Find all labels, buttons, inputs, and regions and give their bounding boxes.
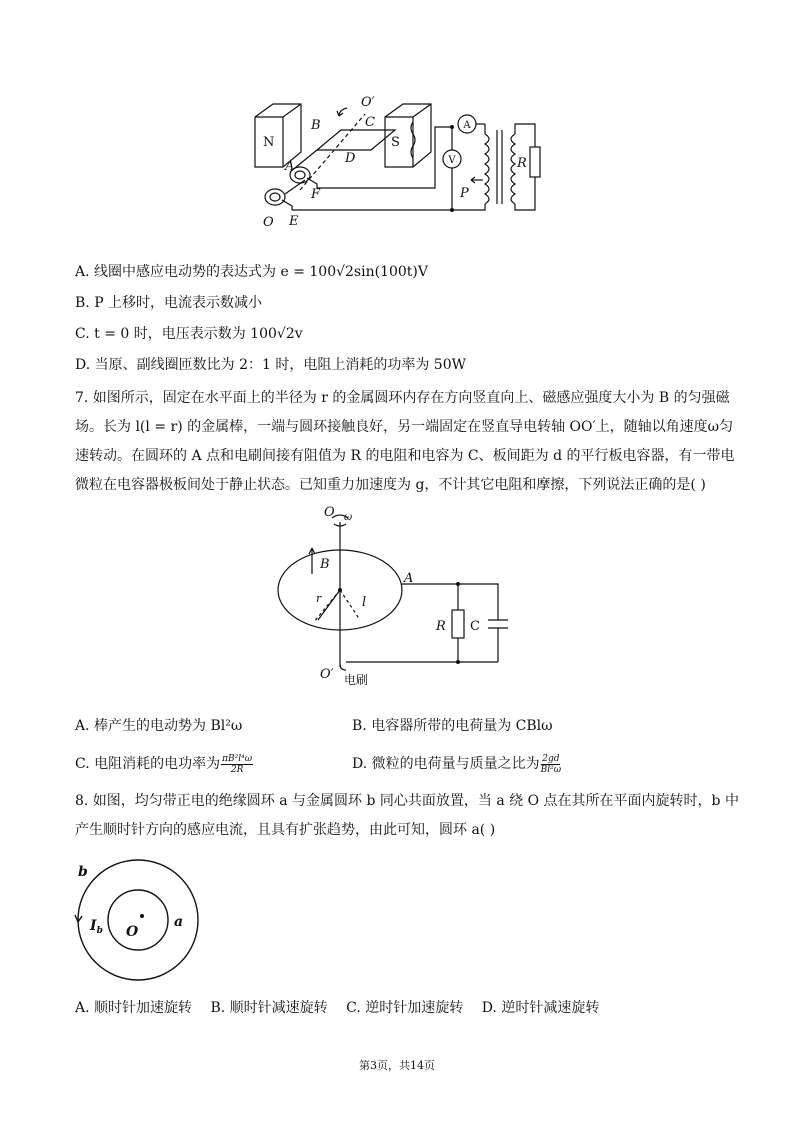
generator-diagram xyxy=(245,92,555,242)
ammeter-label: A xyxy=(463,120,471,131)
q6-option-c: C. t = 0 时，电压表示数为 100√2v xyxy=(75,326,303,342)
field-label-b: B xyxy=(320,557,330,572)
concentric-rings-figure xyxy=(70,850,200,985)
q7-option-c-text: C. 电阻消耗的电功率为 xyxy=(75,756,221,772)
point-label-e: E xyxy=(289,214,299,229)
fraction-numerator: πB²l⁴ω xyxy=(222,753,253,764)
magnet-label-n: N xyxy=(263,135,275,150)
axis-label-o-prime: O′ xyxy=(320,667,334,682)
fraction-denominator: 2R xyxy=(230,764,244,775)
point-label-c: C xyxy=(365,115,375,130)
point-label-a: A xyxy=(404,571,414,586)
point-label-d: D xyxy=(345,151,356,166)
angular-velocity-label: ω xyxy=(344,512,353,523)
rotating-rod-diagram xyxy=(268,502,528,692)
q8-options xyxy=(75,997,613,1017)
rod-label-l: l xyxy=(362,595,367,610)
resistor-label-r: R xyxy=(517,156,527,171)
resistor-label-r: R xyxy=(436,619,446,634)
fraction-numerator: 2gd xyxy=(542,753,560,764)
capacitor-label-c: C xyxy=(470,619,480,634)
page-footer: 第3页，共14页 xyxy=(359,1059,435,1072)
point-label-a: A xyxy=(285,159,295,174)
q7-option-a: A. 棒产生的电动势为 Bl²ω xyxy=(75,718,243,734)
q7-option-c xyxy=(75,752,254,776)
q8-option-b: B. 顺时针减速旋转 xyxy=(210,1000,328,1016)
q7-option-d xyxy=(352,752,562,776)
fraction-denominator: Bl²ω xyxy=(540,764,562,775)
slider-label-p: P xyxy=(460,186,469,201)
q8-stem-line-1: 8. 如图，均匀带正电的绝缘圆环 a 与金属圆环 b 同心共面放置，当 a 绕 O 点在其所在平面内旋转时，b 中 xyxy=(75,793,739,809)
q8-option-c: C. 逆时针加速旋转 xyxy=(346,1000,464,1016)
axis-label-o: O xyxy=(263,215,274,230)
q7-stem-line-1: 7. 如图所示，固定在水平面上的半径为 r 的金属圆环内存在方向竖直向上、磁感应强度大小为 B 的匀强磁 xyxy=(75,390,730,406)
magnet-label-s: S xyxy=(391,135,400,150)
q7-option-c-fraction xyxy=(221,754,253,775)
ring-label-a: a xyxy=(174,914,184,930)
current-symbol: I xyxy=(90,918,97,934)
concentric-rings-diagram xyxy=(70,850,200,985)
q7-stem-line-4: 微粒在电容器极板间处于静止状态。已知重力加速度为 g，不计其它电阻和摩擦，下列说法正确的是( ) xyxy=(75,477,706,493)
center-label-o: O xyxy=(126,924,139,940)
axis-label-o: O xyxy=(324,505,335,520)
q6-option-a: A. 线圈中感应电动势的表达式为 e = 100√2sin(100t)V xyxy=(75,264,428,280)
axis-label-o-prime: O′ xyxy=(361,95,375,110)
q6-option-b: B. P 上移时，电流表示数减小 xyxy=(75,295,263,311)
q7-stem-line-3: 速转动。在圆环的 A 点和电刷间接有阻值为 R 的电阻和电容为 C、板间距为 d 的平行板电容器，有一带电 xyxy=(75,448,735,464)
radius-label-r: r xyxy=(316,592,322,605)
current-label-i xyxy=(89,918,103,936)
q8-stem-line-2: 产生顺时针方向的感应电流，且具有扩张趋势，由此可知，圆环 a( ) xyxy=(75,822,496,838)
point-label-b: B xyxy=(311,118,321,133)
point-label-f: F xyxy=(311,187,321,202)
rotating-rod-figure xyxy=(268,502,528,692)
ring-label-b: b xyxy=(78,864,88,880)
brush-label: 电刷 xyxy=(344,673,369,687)
voltmeter-label: V xyxy=(448,155,456,166)
q7-option-d-fraction xyxy=(541,754,561,775)
q7-stem-line-2: 场。长为 l(l = r) 的金属棒，一端与圆环接触良好，另一端固定在竖直导电转轴 OO′上，随轴以角速度ω匀 xyxy=(75,419,734,435)
q8-option-a: A. 顺时针加速旋转 xyxy=(75,1000,193,1016)
q8-option-d: D. 逆时针减速旋转 xyxy=(481,1000,600,1016)
generator-transformer-figure xyxy=(245,92,555,242)
current-subscript: b xyxy=(96,926,103,936)
q7-option-b: B. 电容器所带的电荷量为 CBlω xyxy=(352,718,553,734)
q6-option-d: D. 当原、副线圈匝数比为 2：1 时，电阻上消耗的功率为 50W xyxy=(75,357,466,373)
q7-option-d-text: D. 微粒的电荷量与质量之比为 xyxy=(352,756,540,772)
